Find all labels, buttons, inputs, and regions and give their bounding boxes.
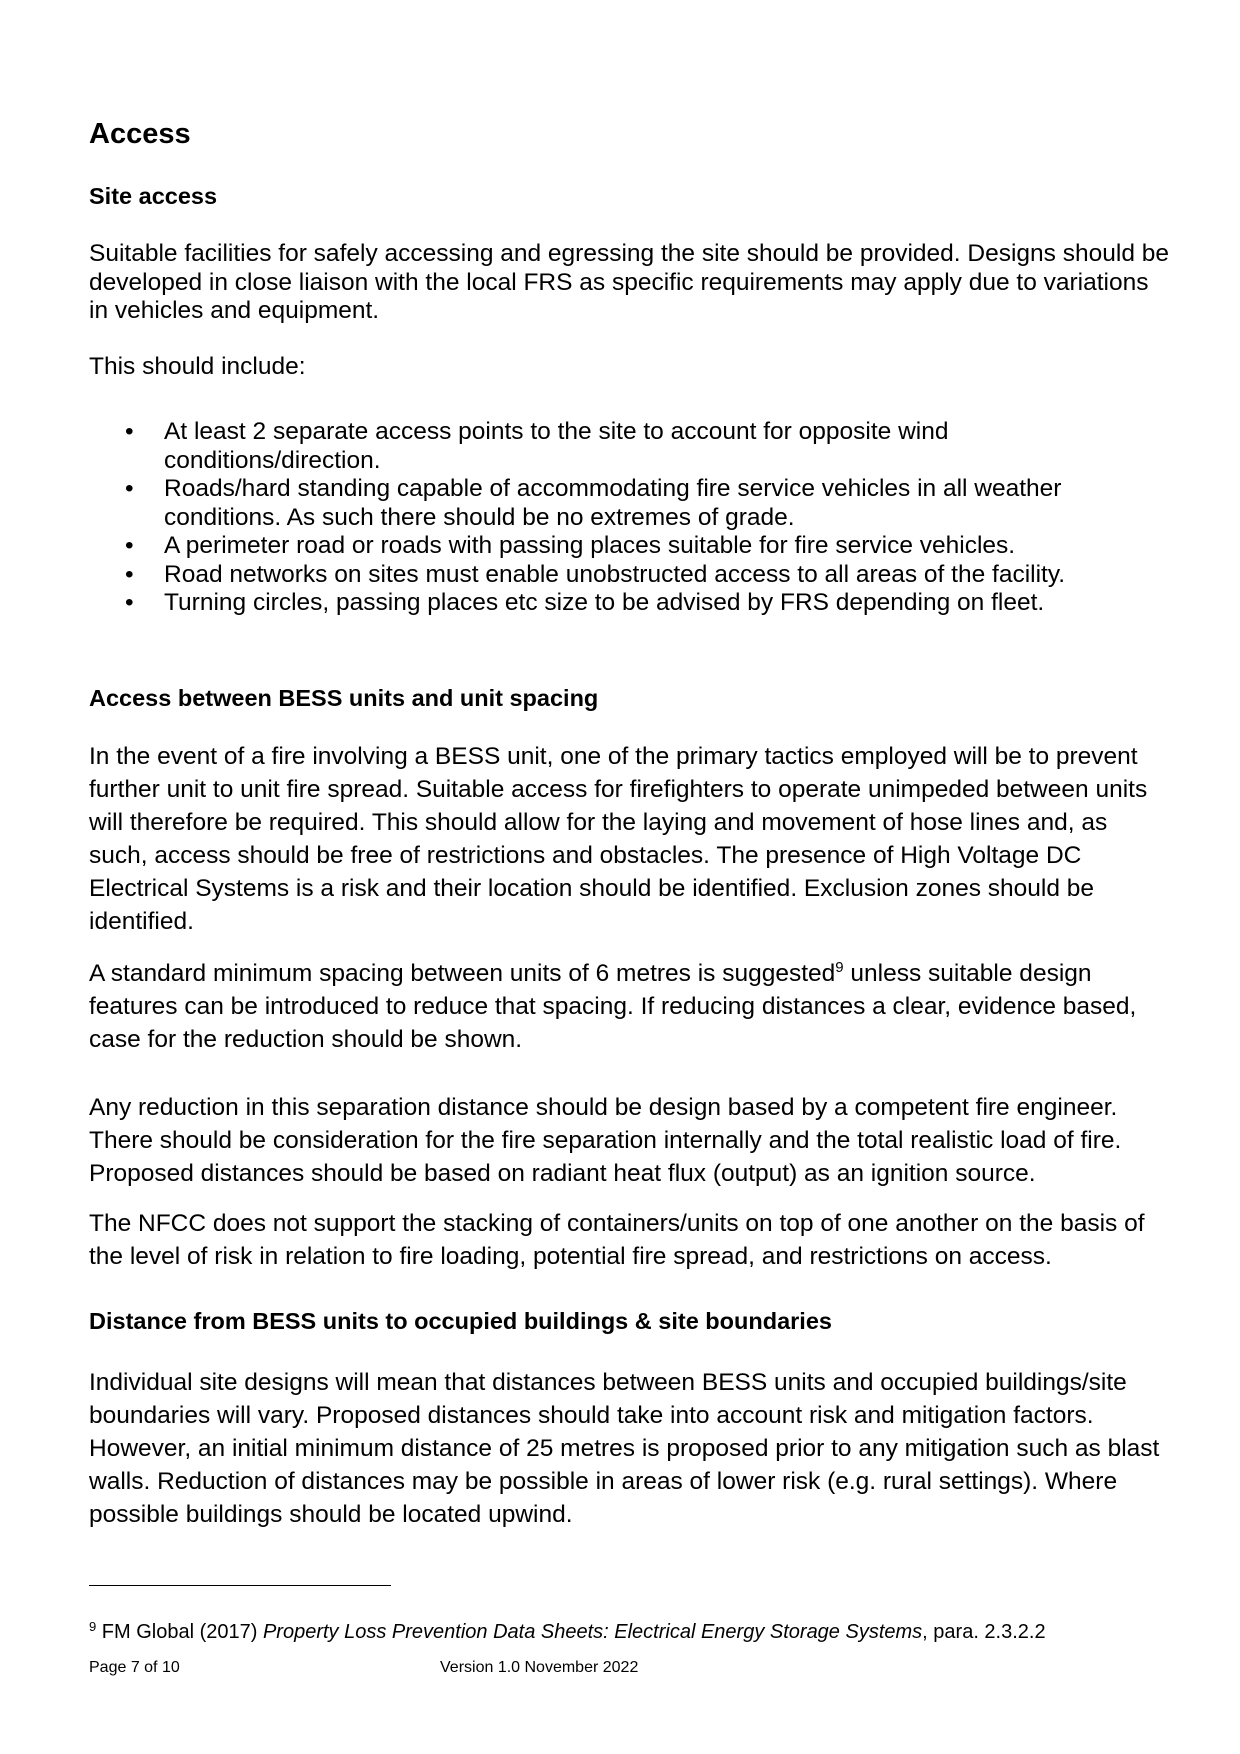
footnote-title: Property Loss Prevention Data Sheets: Electrical Energy Storage Systems	[262, 1621, 923, 1643]
section-title: Access	[89, 118, 191, 150]
site-access-intro: Suitable facilities for safely accessing and egressing the site should be provided. Designs should be developed in close liaison with the local FRS as specific requirements may apply due to variations in vehicles and equipment.	[89, 240, 1169, 324]
list-item: • Turning circles, passing places etc size to be advised by FRS depending on fleet.	[125, 589, 1045, 616]
footnote-divider	[89, 1585, 391, 1586]
unit-spacing-paragraph-4: The NFCC does not support the stacking of containers/units on top of one another on the basis of the level of risk in relation to fire loading, potential fire spread, and restrictions on access.	[89, 1210, 1145, 1270]
footnote-reference[interactable]: 9	[835, 959, 844, 976]
unit-spacing-paragraph-2: A standard minimum spacing between units of 6 metres is suggested$^9$ unless suitable design features can be introduced to reduce that spacing. If reducing distances a clear, evidence based, case for the reduction should be shown.	[89, 959, 1137, 1053]
list-item: • Road networks on sites must enable unobstructed access to all areas of the facility.	[125, 560, 1066, 588]
unit-spacing-paragraph-1: In the event of a fire involving a BESS unit, one of the primary tactics employed will be to prevent further unit to unit fire spread. Suitable access for firefighters to operate unimpeded between units will therefore be required. This should allow for the laying and movement of hose lines and, as such, access should be free of restrictions and obstacles. The presence of High Voltage DC Electrical Systems is a risk and their location should be identified. Exclusion zones should be identified.	[89, 743, 1148, 935]
distance-heading: Distance from BESS units to occupied buildings & site boundaries	[89, 1308, 832, 1334]
list-item: • At least 2 separate access points to the site to account for opposite wind conditions/direction.	[125, 418, 949, 474]
unit-spacing-paragraph-3: Any reduction in this separation distance should be design based by a competent fire engineer. There should be consideration for the fire separation internally and the total realistic load of fire. Proposed distances should be based on radiant heat flux (output) as an ignition source.	[89, 1094, 1122, 1187]
site-access-heading: Site access	[89, 183, 218, 209]
list-item: • A perimeter road or roads with passing places suitable for fire service vehicles.	[125, 532, 1016, 559]
bullet-icon: •	[125, 589, 134, 616]
bullet-icon: •	[125, 560, 134, 588]
page-number: Page 7 of 10	[89, 1659, 180, 1676]
site-access-list	[89, 418, 1169, 618]
version-label: Version 1.0 November 2022	[440, 1659, 639, 1676]
bullet-icon: •	[125, 532, 134, 559]
bullet-icon: •	[125, 418, 134, 445]
distance-paragraph: Individual site designs will mean that distances between BESS units and occupied buildings/site boundaries will vary. Proposed distances should take into account risk and mitigation factors. However, an initial minimum distance of 25 metres is proposed prior to any mitigation such as blast walls. Reduction of distances may be possible in areas of lower risk (e.g. rural settings). Where possible buildings should be located upwind.	[89, 1369, 1160, 1528]
site-access-lead: This should include:	[89, 353, 306, 380]
footnote: $^9$ FM Global (2017) Property Loss Prevention Data Sheets: Electrical Energy Storage Systems, para. 2.3.2.2	[89, 1619, 1046, 1643]
list-item: • Roads/hard standing capable of accommodating fire service vehicles in all weather conditions. As such there should be no extremes of grade.	[125, 475, 1062, 531]
unit-spacing-heading: Access between BESS units and unit spacing	[89, 685, 599, 711]
bullet-icon: •	[125, 475, 134, 502]
